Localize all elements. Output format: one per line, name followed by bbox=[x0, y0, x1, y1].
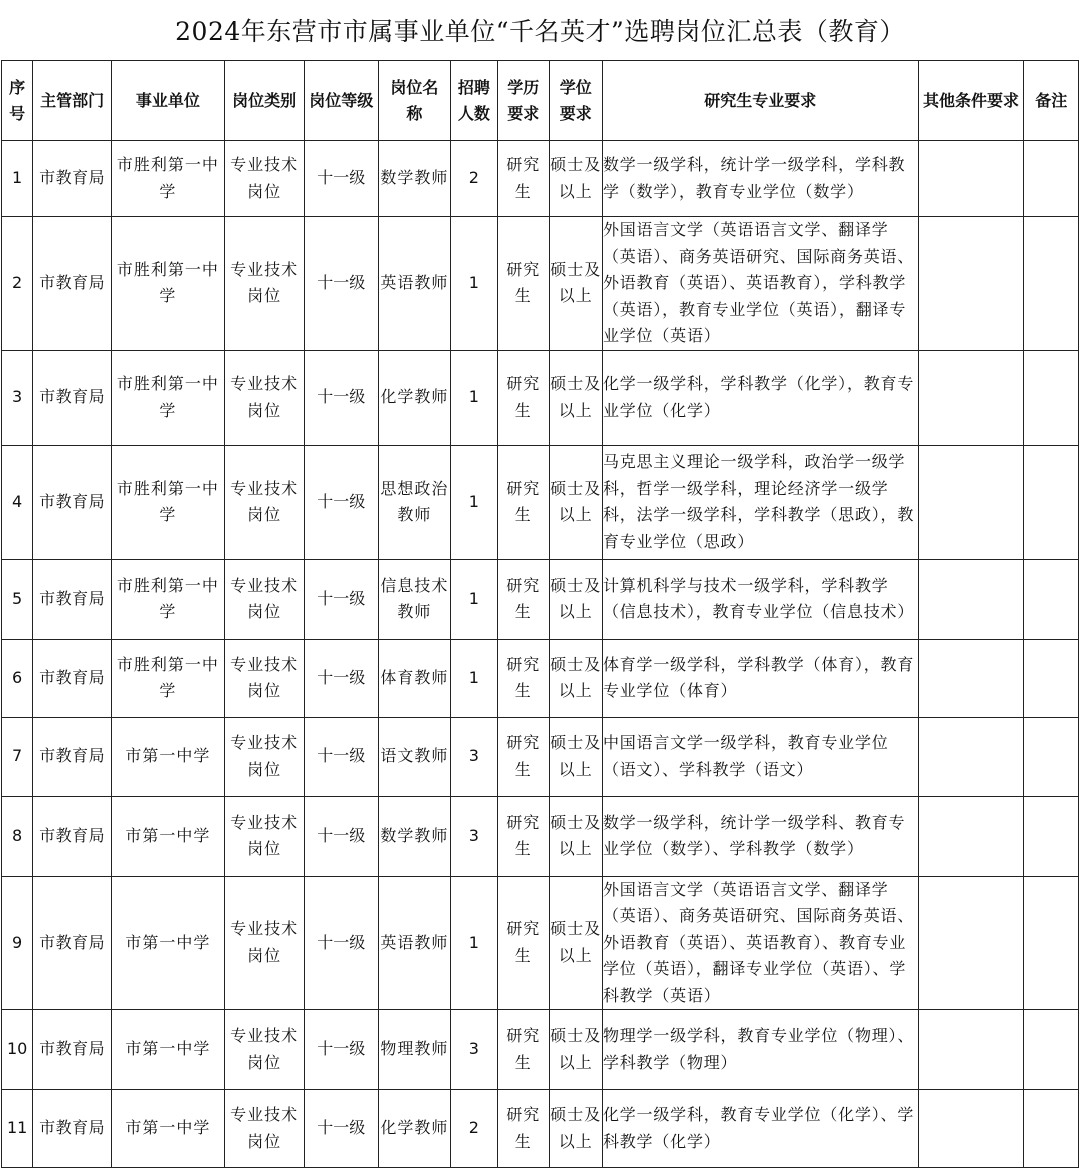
cell-education: 研究生 bbox=[498, 876, 549, 1010]
cell-unit: 市第一中学 bbox=[111, 1010, 224, 1090]
header-post: 岗位名称 bbox=[379, 61, 451, 141]
cell-category: 专业技术岗位 bbox=[224, 1010, 304, 1090]
cell-note bbox=[1024, 141, 1079, 217]
cell-idx: 9 bbox=[2, 876, 33, 1010]
cell-level: 十一级 bbox=[304, 350, 379, 445]
cell-level: 十一级 bbox=[304, 717, 379, 796]
cell-unit: 市胜利第一中学 bbox=[111, 639, 224, 717]
cell-major: 体育学一级学科，学科教学（体育），教育专业学位（体育） bbox=[602, 639, 918, 717]
cell-idx: 1 bbox=[2, 141, 33, 217]
cell-level: 十一级 bbox=[304, 639, 379, 717]
cell-level: 十一级 bbox=[304, 1010, 379, 1090]
cell-unit: 市胜利第一中学 bbox=[111, 445, 224, 559]
cell-unit: 市第一中学 bbox=[111, 1090, 224, 1168]
cell-post: 数学教师 bbox=[379, 141, 451, 217]
cell-post: 化学教师 bbox=[379, 350, 451, 445]
cell-education: 研究生 bbox=[498, 350, 549, 445]
cell-level: 十一级 bbox=[304, 217, 379, 351]
cell-other bbox=[918, 350, 1024, 445]
table-row bbox=[2, 876, 1079, 1010]
cell-dept: 市教育局 bbox=[33, 445, 112, 559]
cell-post: 化学教师 bbox=[379, 1090, 451, 1168]
cell-unit: 市第一中学 bbox=[111, 717, 224, 796]
table-row bbox=[2, 1090, 1079, 1168]
header-education: 学历要求 bbox=[498, 61, 549, 141]
header-unit: 事业单位 bbox=[111, 61, 224, 141]
cell-education: 研究生 bbox=[498, 717, 549, 796]
cell-idx: 3 bbox=[2, 350, 33, 445]
cell-other bbox=[918, 639, 1024, 717]
header-note: 备注 bbox=[1024, 61, 1079, 141]
cell-major: 计算机科学与技术一级学科，学科教学（信息技术），教育专业学位（信息技术） bbox=[602, 559, 918, 639]
cell-post: 英语教师 bbox=[379, 217, 451, 351]
cell-level: 十一级 bbox=[304, 1090, 379, 1168]
header-major: 研究生专业要求 bbox=[602, 61, 918, 141]
cell-count: 1 bbox=[450, 445, 497, 559]
cell-category: 专业技术岗位 bbox=[224, 445, 304, 559]
header-count: 招聘人数 bbox=[450, 61, 497, 141]
cell-count: 3 bbox=[450, 1010, 497, 1090]
table-row bbox=[2, 1010, 1079, 1090]
cell-other bbox=[918, 217, 1024, 351]
cell-other bbox=[918, 717, 1024, 796]
cell-category: 专业技术岗位 bbox=[224, 876, 304, 1010]
cell-degree: 硕士及以上 bbox=[549, 141, 602, 217]
cell-note bbox=[1024, 350, 1079, 445]
cell-unit: 市胜利第一中学 bbox=[111, 559, 224, 639]
cell-idx: 2 bbox=[2, 217, 33, 351]
cell-degree: 硕士及以上 bbox=[549, 559, 602, 639]
cell-post: 物理教师 bbox=[379, 1010, 451, 1090]
cell-unit: 市第一中学 bbox=[111, 796, 224, 876]
cell-idx: 7 bbox=[2, 717, 33, 796]
header-degree: 学位要求 bbox=[549, 61, 602, 141]
cell-major: 中国语言文学一级学科，教育专业学位（语文）、学科教学（语文） bbox=[602, 717, 918, 796]
cell-other bbox=[918, 141, 1024, 217]
cell-major: 物理学一级学科，教育专业学位（物理）、学科教学（物理） bbox=[602, 1010, 918, 1090]
cell-education: 研究生 bbox=[498, 796, 549, 876]
page-title: 2024年东营市市属事业单位“千名英才”选聘岗位汇总表（教育） bbox=[175, 17, 905, 46]
table-header-row bbox=[2, 61, 1079, 141]
cell-major: 马克思主义理论一级学科，政治学一级学科，哲学一级学科，理论经济学一级学科，法学一级学科，学科教学（思政），教育专业学位（思政） bbox=[602, 445, 918, 559]
cell-degree: 硕士及以上 bbox=[549, 639, 602, 717]
cell-unit: 市胜利第一中学 bbox=[111, 141, 224, 217]
cell-note bbox=[1024, 445, 1079, 559]
cell-major: 数学一级学科，统计学一级学科，学科教学（数学），教育专业学位（数学） bbox=[602, 141, 918, 217]
cell-count: 3 bbox=[450, 796, 497, 876]
cell-education: 研究生 bbox=[498, 445, 549, 559]
cell-major: 外国语言文学（英语语言文学、翻译学（英语）、商务英语研究、国际商务英语、外语教育（英语）、英语教育），学科教学（英语），教育专业学位（英语），翻译专业学位（英语） bbox=[602, 217, 918, 351]
cell-note bbox=[1024, 217, 1079, 351]
cell-education: 研究生 bbox=[498, 1010, 549, 1090]
cell-category: 专业技术岗位 bbox=[224, 559, 304, 639]
cell-unit: 市胜利第一中学 bbox=[111, 217, 224, 351]
table-row bbox=[2, 141, 1079, 217]
cell-idx: 8 bbox=[2, 796, 33, 876]
cell-dept: 市教育局 bbox=[33, 217, 112, 351]
cell-other bbox=[918, 445, 1024, 559]
table-row bbox=[2, 350, 1079, 445]
cell-education: 研究生 bbox=[498, 217, 549, 351]
cell-dept: 市教育局 bbox=[33, 1090, 112, 1168]
table-row bbox=[2, 717, 1079, 796]
table-row bbox=[2, 445, 1079, 559]
cell-category: 专业技术岗位 bbox=[224, 217, 304, 351]
cell-dept: 市教育局 bbox=[33, 1010, 112, 1090]
cell-category: 专业技术岗位 bbox=[224, 350, 304, 445]
cell-dept: 市教育局 bbox=[33, 717, 112, 796]
table-row bbox=[2, 217, 1079, 351]
cell-note bbox=[1024, 717, 1079, 796]
cell-degree: 硕士及以上 bbox=[549, 350, 602, 445]
cell-level: 十一级 bbox=[304, 796, 379, 876]
cell-idx: 4 bbox=[2, 445, 33, 559]
cell-post: 数学教师 bbox=[379, 796, 451, 876]
cell-other bbox=[918, 796, 1024, 876]
cell-unit: 市第一中学 bbox=[111, 876, 224, 1010]
cell-count: 1 bbox=[450, 639, 497, 717]
cell-degree: 硕士及以上 bbox=[549, 717, 602, 796]
cell-post: 英语教师 bbox=[379, 876, 451, 1010]
cell-degree: 硕士及以上 bbox=[549, 876, 602, 1010]
cell-note bbox=[1024, 559, 1079, 639]
cell-level: 十一级 bbox=[304, 876, 379, 1010]
cell-level: 十一级 bbox=[304, 141, 379, 217]
cell-note bbox=[1024, 796, 1079, 876]
cell-note bbox=[1024, 639, 1079, 717]
cell-major: 化学一级学科，学科教学（化学），教育专业学位（化学） bbox=[602, 350, 918, 445]
cell-degree: 硕士及以上 bbox=[549, 217, 602, 351]
cell-post: 体育教师 bbox=[379, 639, 451, 717]
table-row bbox=[2, 559, 1079, 639]
cell-level: 十一级 bbox=[304, 445, 379, 559]
table-row bbox=[2, 639, 1079, 717]
positions-table bbox=[1, 60, 1079, 1168]
cell-category: 专业技术岗位 bbox=[224, 796, 304, 876]
cell-count: 1 bbox=[450, 217, 497, 351]
cell-education: 研究生 bbox=[498, 1090, 549, 1168]
cell-post: 信息技术教师 bbox=[379, 559, 451, 639]
cell-other bbox=[918, 1090, 1024, 1168]
cell-degree: 硕士及以上 bbox=[549, 1010, 602, 1090]
cell-count: 2 bbox=[450, 1090, 497, 1168]
cell-dept: 市教育局 bbox=[33, 350, 112, 445]
cell-degree: 硕士及以上 bbox=[549, 1090, 602, 1168]
cell-category: 专业技术岗位 bbox=[224, 1090, 304, 1168]
cell-count: 1 bbox=[450, 876, 497, 1010]
cell-count: 1 bbox=[450, 350, 497, 445]
cell-education: 研究生 bbox=[498, 141, 549, 217]
cell-dept: 市教育局 bbox=[33, 639, 112, 717]
cell-level: 十一级 bbox=[304, 559, 379, 639]
cell-note bbox=[1024, 1090, 1079, 1168]
cell-degree: 硕士及以上 bbox=[549, 445, 602, 559]
cell-degree: 硕士及以上 bbox=[549, 796, 602, 876]
header-level: 岗位等级 bbox=[304, 61, 379, 141]
cell-post: 语文教师 bbox=[379, 717, 451, 796]
cell-dept: 市教育局 bbox=[33, 141, 112, 217]
cell-count: 3 bbox=[450, 717, 497, 796]
cell-post: 思想政治教师 bbox=[379, 445, 451, 559]
cell-dept: 市教育局 bbox=[33, 559, 112, 639]
cell-category: 专业技术岗位 bbox=[224, 717, 304, 796]
header-dept: 主管部门 bbox=[33, 61, 112, 141]
cell-other bbox=[918, 876, 1024, 1010]
cell-count: 1 bbox=[450, 559, 497, 639]
cell-note bbox=[1024, 876, 1079, 1010]
cell-other bbox=[918, 1010, 1024, 1090]
header-category: 岗位类别 bbox=[224, 61, 304, 141]
cell-idx: 10 bbox=[2, 1010, 33, 1090]
header-idx: 序号 bbox=[2, 61, 33, 141]
cell-major: 化学一级学科，教育专业学位（化学）、学科教学（化学） bbox=[602, 1090, 918, 1168]
cell-other bbox=[918, 559, 1024, 639]
cell-category: 专业技术岗位 bbox=[224, 141, 304, 217]
cell-dept: 市教育局 bbox=[33, 876, 112, 1010]
cell-education: 研究生 bbox=[498, 559, 549, 639]
cell-category: 专业技术岗位 bbox=[224, 639, 304, 717]
header-other: 其他条件要求 bbox=[918, 61, 1024, 141]
cell-idx: 5 bbox=[2, 559, 33, 639]
cell-major: 数学一级学科，统计学一级学科、教育专业学位（数学）、学科教学（数学） bbox=[602, 796, 918, 876]
cell-note bbox=[1024, 1010, 1079, 1090]
cell-dept: 市教育局 bbox=[33, 796, 112, 876]
cell-count: 2 bbox=[450, 141, 497, 217]
cell-major: 外国语言文学（英语语言文学、翻译学（英语）、商务英语研究、国际商务英语、外语教育（英语）、英语教育）、教育专业学位（英语），翻译专业学位（英语）、学科教学（英语） bbox=[602, 876, 918, 1010]
cell-idx: 6 bbox=[2, 639, 33, 717]
cell-idx: 11 bbox=[2, 1090, 33, 1168]
cell-education: 研究生 bbox=[498, 639, 549, 717]
table-row bbox=[2, 796, 1079, 876]
cell-unit: 市胜利第一中学 bbox=[111, 350, 224, 445]
